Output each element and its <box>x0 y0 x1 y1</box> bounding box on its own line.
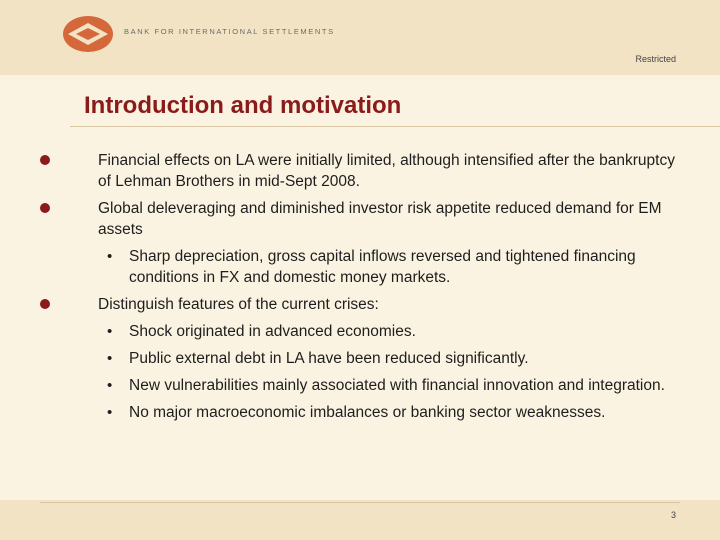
bullet-text: Distinguish features of the current crises: <box>98 296 379 313</box>
footer-band <box>0 500 720 540</box>
sub-bullet-text: New vulnerabilities mainly associated with financial innovation and integration. <box>129 377 665 394</box>
bullet-item <box>40 150 680 192</box>
bis-logo-icon <box>62 14 114 54</box>
sub-bullet-item <box>40 321 680 342</box>
footer-divider <box>40 502 680 503</box>
sub-bullet-text: Shock originated in advanced economies. <box>129 323 416 340</box>
round-bullet-icon <box>40 203 50 213</box>
sub-bullet-text: Sharp depreciation, gross capital inflows reversed and tightened financing conditions in FX and domestic money markets. <box>129 248 636 286</box>
sub-bullet-text: Public external debt in LA have been reduced significantly. <box>129 350 529 367</box>
sub-bullet-item <box>40 246 680 288</box>
classification-label: Restricted <box>635 54 676 64</box>
slide-title: Introduction and motivation <box>84 92 402 119</box>
bullet-item <box>40 198 680 240</box>
sub-bullet-item <box>40 348 680 369</box>
round-bullet-icon <box>40 299 50 309</box>
dot-bullet-icon: • <box>107 248 113 265</box>
round-bullet-icon <box>40 155 50 165</box>
page-number: 3 <box>670 510 676 520</box>
dot-bullet-icon: • <box>107 404 113 421</box>
bullet-item <box>40 294 680 315</box>
sub-bullet-text: No major macroeconomic imbalances or banking sector weaknesses. <box>129 404 606 421</box>
dot-bullet-icon: • <box>107 377 113 394</box>
sub-bullet-item <box>40 402 680 423</box>
sub-bullet-item <box>40 375 680 396</box>
title-divider <box>70 126 720 127</box>
bullet-text: Global deleveraging and diminished investor risk appetite reduced demand for EM assets <box>98 200 662 238</box>
bullet-text: Financial effects on LA were initially limited, although intensified after the bankruptcy of Lehman Brothers in mid-Sept 2008. <box>98 152 675 190</box>
dot-bullet-icon: • <box>107 350 113 367</box>
dot-bullet-icon: • <box>107 323 113 340</box>
bank-name: BANK FOR INTERNATIONAL SETTLEMENTS <box>124 27 335 36</box>
bullet-list <box>40 150 680 429</box>
